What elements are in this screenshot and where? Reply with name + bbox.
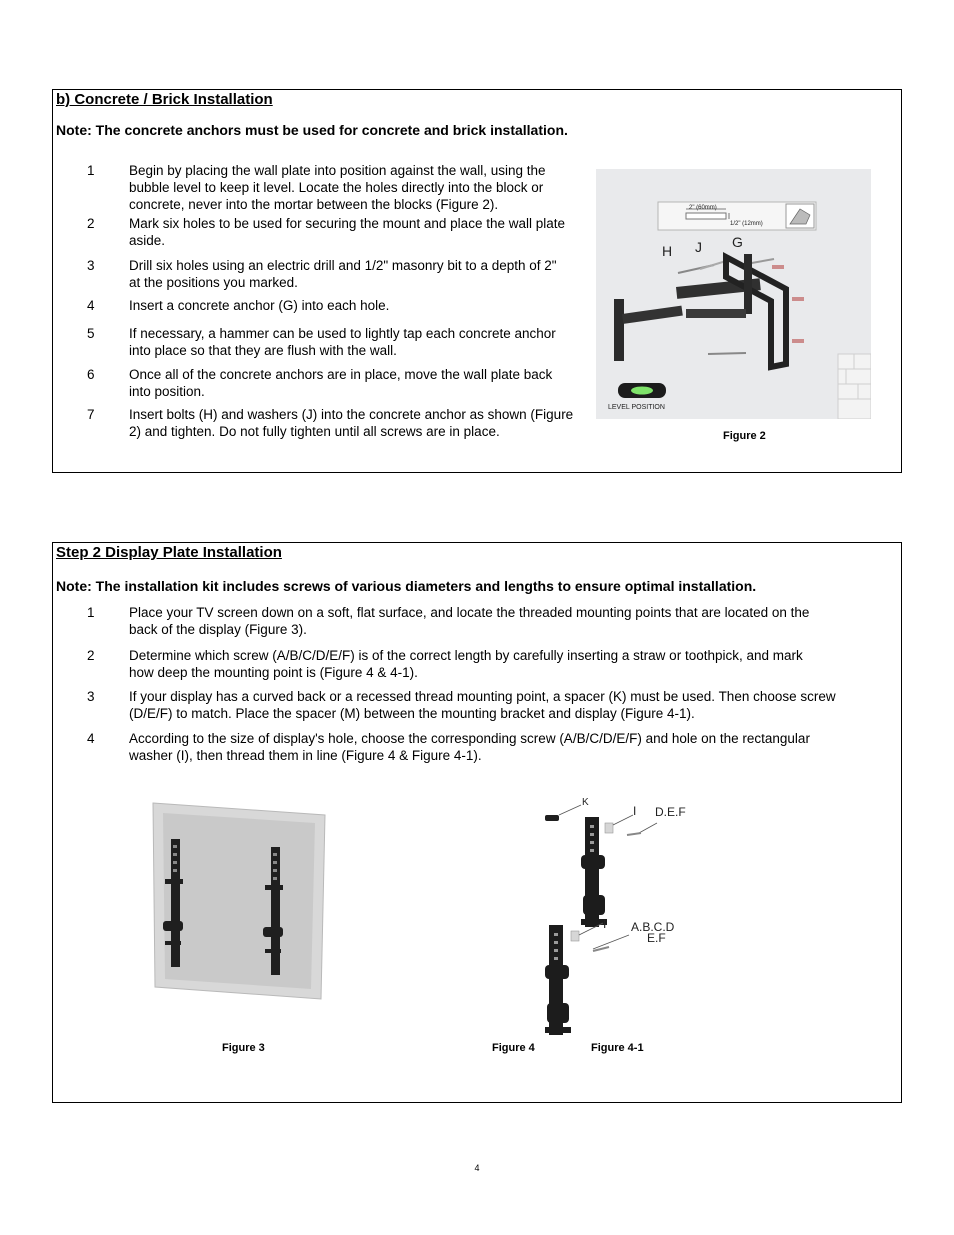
display-plate-section <box>52 542 902 1103</box>
dimension-top-label: 2" (60mm) <box>689 205 717 211</box>
step-item <box>87 604 867 638</box>
step-text: Determine which screw (A/B/C/D/E/F) is of the correct length by carefully inserting a straw or toothpick, and mark how deep the mounting point is (Figure 4 & 4-1). <box>129 648 803 680</box>
step-item <box>87 215 567 249</box>
step-item <box>87 162 567 213</box>
step-item <box>87 325 567 359</box>
label-h: H <box>662 243 673 259</box>
label-i-top: I <box>633 804 637 818</box>
step-text: Mark six holes to be used for securing the mount and place the wall plate aside. <box>129 216 565 248</box>
step-text: Place your TV screen down on a soft, flat surface, and locate the threaded mounting points that are located on the back of the display (Figure 3). <box>129 605 810 637</box>
section-note: Note: The installation kit includes screws of various diameters and lengths to ensure optimal installation. <box>56 578 757 594</box>
figure-2-caption: Figure 2 <box>723 430 766 442</box>
step-text: If necessary, a hammer can be used to lightly tap each concrete anchor into place so that they are flush with the wall. <box>129 326 556 358</box>
figure-3-caption: Figure 3 <box>222 1042 265 1054</box>
section-title: Step 2 Display Plate Installation <box>56 544 282 561</box>
step-item <box>87 366 567 400</box>
step-item <box>87 730 867 764</box>
section-note: Note: The concrete anchors must be used for concrete and brick installation. <box>56 122 568 138</box>
step-text: Insert a concrete anchor (G) into each hole. <box>129 298 390 313</box>
figure-4-illustration <box>489 795 735 1040</box>
level-position-label: LEVEL POSITION <box>608 404 665 411</box>
step-number: 4 <box>87 298 95 313</box>
step-text: Begin by placing the wall plate into position against the wall, using the bubble level to keep it level. Locate the holes directly into the block or concrete, never into the mortar between the blocks (Figure 2). <box>129 163 546 212</box>
label-abcd: A.B.C.D <box>631 920 675 934</box>
figure-4-caption: Figure 4 <box>492 1042 535 1054</box>
step-number: 1 <box>87 163 95 178</box>
step-number: 4 <box>87 731 95 746</box>
label-i-bottom: I <box>603 917 607 931</box>
step-number: 2 <box>87 648 95 663</box>
step-number: 6 <box>87 367 95 382</box>
step-number: 1 <box>87 605 95 620</box>
label-ef: E.F <box>647 931 666 945</box>
step-number: 3 <box>87 689 95 704</box>
step-number: 7 <box>87 407 95 422</box>
step-item <box>87 406 577 440</box>
figure-3-illustration <box>151 801 327 1001</box>
label-k: K <box>582 797 589 808</box>
step-text: According to the size of display's hole, choose the corresponding screw (A/B/C/D/E/F) and hole on the rectangular washer (I), then thread them in line (Figure 4 & Figure 4-1). <box>129 731 810 763</box>
step-item <box>87 647 867 681</box>
dimension-side-label: 1/2" (12mm) <box>730 221 763 227</box>
label-def: D.E.F <box>655 805 686 819</box>
label-j: J <box>695 239 702 255</box>
concrete-brick-section <box>52 89 902 473</box>
step-text: Once all of the concrete anchors are in place, move the wall plate back into position. <box>129 367 553 399</box>
step-item <box>87 688 877 722</box>
section-title: b) Concrete / Brick Installation <box>56 91 273 108</box>
step-item <box>87 257 567 291</box>
label-g: G <box>732 234 743 250</box>
step-text: Drill six holes using an electric drill and 1/2" masonry bit to a depth of 2" at the positions you marked. <box>129 258 557 290</box>
step-text: Insert bolts (H) and washers (J) into the concrete anchor as shown (Figure 2) and tighten. Do not fully tighten until all screws are in place. <box>129 407 574 439</box>
step-text: If your display has a curved back or a recessed thread mounting point, a spacer (K) must be used. Then choose screw (D/E/F) to match. Place the spacer (M) between the mounting bracket and display (Figure 4-1). <box>129 689 836 721</box>
page-number: 4 <box>474 1163 480 1173</box>
step-number: 5 <box>87 326 95 341</box>
step-item <box>87 297 567 314</box>
figure-4-1-caption: Figure 4-1 <box>591 1042 644 1054</box>
step-number: 2 <box>87 216 95 231</box>
figure-2-illustration <box>596 169 871 419</box>
step-number: 3 <box>87 258 95 273</box>
